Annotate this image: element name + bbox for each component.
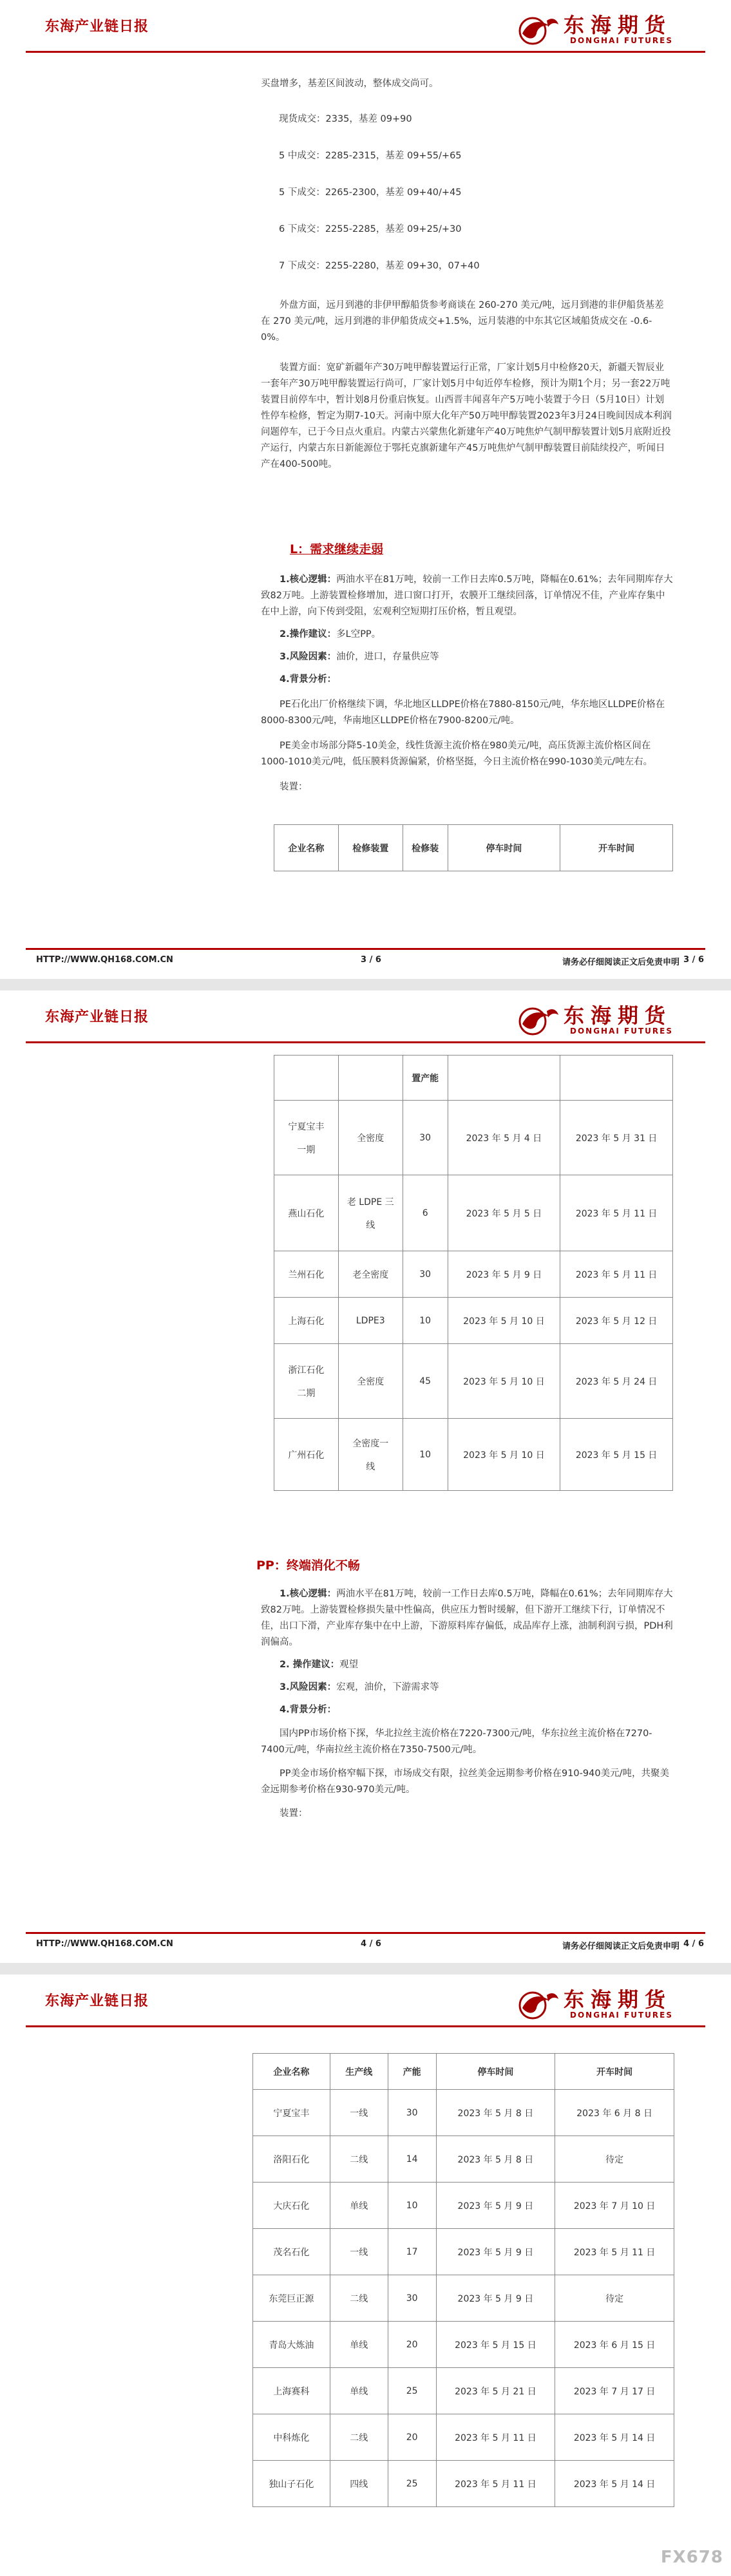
- table-cell: 2023 年 5 月 8 日: [436, 2090, 555, 2136]
- table-cell: 25: [388, 2368, 436, 2414]
- core-logic-text: 两油水平在81万吨，较前一工作日去库0.5万吨，降幅在0.61%；去年同期库存大致82万吨。上游装置检修损失量中性偏高，供应压力暂时缓解，但下游开工继续下行，订单情况不佳，出口下滑，产业库存集中在中上游，下游原料库存偏低，成品库存上涨，油制利润亏损，PDH利润偏高。: [261, 1589, 673, 1647]
- table-cell: 2023 年 5 月 11 日: [436, 2414, 555, 2461]
- table-cell: 25: [388, 2461, 436, 2507]
- table-cell: LDPE3: [338, 1298, 403, 1344]
- table-cell: 洛阳石化: [253, 2136, 330, 2183]
- report-page-4: [0, 990, 731, 1963]
- table-cell: 2023 年 7 月 10 日: [555, 2183, 674, 2229]
- table-cell: 待定: [555, 2136, 674, 2183]
- table-cell: 二线: [330, 2414, 388, 2461]
- table-cell: 30: [403, 1251, 448, 1298]
- core-logic-label: 1.核心逻辑：: [280, 574, 337, 585]
- l-section: [261, 572, 673, 795]
- table-header-cell: 停车时间: [436, 2054, 555, 2090]
- logo-english-name: DONGHAI FUTURES: [570, 1027, 673, 1036]
- table-header-cell: 检修装: [403, 825, 448, 871]
- table-cell: 2023 年 5 月 11 日: [436, 2461, 555, 2507]
- table-row: [274, 1344, 673, 1419]
- table-header-cell: 停车时间: [448, 825, 560, 871]
- page-header: [26, 998, 705, 1043]
- table-row: [253, 2322, 674, 2368]
- table-cell: 20: [388, 2322, 436, 2368]
- background-paragraph-1: PE石化出厂价格继续下调，华北地区LLDPE价格在7880-8150元/吨，华东地区LLDPE价格在8000-8300元/吨，华南地区LLDPE价格在7900-8200元/吨。: [261, 699, 665, 726]
- table-header-cell: 开车时间: [560, 825, 673, 871]
- table-cell: 兰州石化: [274, 1251, 339, 1298]
- footer-url[interactable]: HTTP://WWW.QH168.COM.CN: [36, 955, 173, 965]
- dragon-logo-icon: [518, 1002, 560, 1038]
- cell-text: 浙江石化: [288, 1365, 325, 1376]
- table-row: [253, 2461, 674, 2507]
- background-paragraph-2: PE美金市场部分降5-10美金，线性货源主流价格在980美元/吨，高压货源主流价格区间在1000-1010美元/吨，低压膜料货源偏紧，价格坚挺，今日主流价格在990-1030美元/吨左右。: [261, 741, 653, 767]
- trade-line: 5 中成交：2285-2315，基差 09+55/+65: [279, 151, 462, 161]
- table-row: [253, 2368, 674, 2414]
- table-cell: 2023 年 5 月 9 日: [436, 2229, 555, 2275]
- fx678-watermark: FX678: [660, 2548, 723, 2567]
- report-title: 东海产业链日报: [45, 19, 149, 35]
- table-cell: 二线: [330, 2136, 388, 2183]
- table-cell: 燕山石化: [274, 1175, 339, 1251]
- table-cell: 四线: [330, 2461, 388, 2507]
- donghai-logo: [518, 998, 699, 1041]
- footer-disclaimer: 请务必仔细阅读正文后免责申明: [562, 1942, 679, 1951]
- risk-text: 油价，进口，存量供应等: [336, 652, 439, 662]
- donghai-logo: [518, 1982, 699, 2025]
- table-cell: 30: [388, 2090, 436, 2136]
- table-row: [274, 1251, 673, 1298]
- table-cell: 2023 年 5 月 31 日: [560, 1101, 673, 1175]
- table-cell: 14: [388, 2136, 436, 2183]
- risk-label: 3.风险因素：: [280, 652, 337, 662]
- cell-text: 二期: [297, 1388, 316, 1399]
- table-cell: 上海石化: [274, 1298, 339, 1344]
- table-header-row: [274, 825, 673, 871]
- trade-line: 7 下成交：2255-2280，基差 09+30，07+40: [279, 261, 480, 271]
- table-header-cell: 检修装置: [338, 825, 403, 871]
- footer-page-number: 3 / 6: [361, 955, 381, 965]
- logo-chinese-name: 东海期货: [564, 13, 672, 37]
- table-cell: 2023 年 5 月 11 日: [560, 1251, 673, 1298]
- section-title-l: L：需求继续走弱: [290, 542, 384, 556]
- table-cell: 45: [403, 1344, 448, 1419]
- device-label: 装置：: [280, 1808, 308, 1819]
- table-cell: 10: [403, 1298, 448, 1344]
- cell-text: 老 LDPE 三: [347, 1197, 394, 1208]
- methanol-section: [261, 76, 673, 473]
- table-cell: 待定: [555, 2275, 674, 2322]
- table-cell: 20: [388, 2414, 436, 2461]
- donghai-logo: [518, 8, 699, 50]
- l-maintenance-table: [274, 1055, 673, 1491]
- devices-paragraph: 装置方面：宽矿新疆年产30万吨甲醇装置运行正常，厂家计划5月中检修20天，新疆天智辰业一套年产30万吨甲醇装置运行尚可，厂家计划5月中旬近停车检修，预计为期1个月；另一套22万吨装置目前停车中，暂计划8月份重启恢复。山西晋丰闻喜年产5万吨小装置于今日（5月10日）计划性停车检修，暂定为期7-10天。河南中原大化年产50万吨甲醇装置2023年3月24日晚间因成本利润问题停车，已于今日点火重启。内蒙古兴蒙焦化新建年产40万吨焦炉气制甲醇装置计划5月底附近投产运行，内蒙古东日新能源位于鄂托克旗新建年产45万吨焦炉气制甲醇装置目前陆续投产，听闻日产在400-500吨。: [261, 363, 672, 469]
- table-cell: 青岛大炼油: [253, 2322, 330, 2368]
- table-row: [274, 1175, 673, 1251]
- risk-text: 宏观，油价，下游需求等: [336, 1682, 439, 1692]
- footer-url[interactable]: HTTP://WWW.QH168.COM.CN: [36, 1939, 173, 1949]
- table-cell: 2023 年 5 月 24 日: [560, 1344, 673, 1419]
- table-cell: 2023 年 5 月 9 日: [436, 2183, 555, 2229]
- footer-disclaimer: [562, 955, 679, 967]
- table-cell: 2023 年 5 月 15 日: [436, 2322, 555, 2368]
- table-cell: 广州石化: [274, 1419, 339, 1491]
- background-paragraph-2: PP美金市场价格窄幅下探，市场成交有限，拉丝美金远期参考价格在910-940美元/吨，共聚美金远期参考价格在930-970美元/吨。: [261, 1768, 669, 1795]
- table-cell: 独山子石化: [253, 2461, 330, 2507]
- table-row: [253, 2414, 674, 2461]
- table-cell: 全密度: [338, 1344, 403, 1419]
- report-page-5: [0, 1975, 731, 2576]
- dragon-logo-icon: [518, 1986, 560, 2022]
- cell-text: 线: [366, 1461, 375, 1472]
- trade-line: 5 下成交：2265-2300，基差 09+40/+45: [279, 187, 462, 198]
- report-page-3: [0, 0, 731, 979]
- table-header-cell: 企业名称: [274, 825, 339, 871]
- table-cell: 2023 年 5 月 14 日: [555, 2414, 674, 2461]
- table-cell: 茂名石化: [253, 2229, 330, 2275]
- cell-text: 一期: [297, 1144, 316, 1155]
- table-row: [274, 1298, 673, 1344]
- table-cell: [274, 1344, 339, 1419]
- logo-english-name: DONGHAI FUTURES: [570, 36, 673, 45]
- table-cell: 2023 年 5 月 9 日: [448, 1251, 560, 1298]
- table-row: [274, 1101, 673, 1175]
- table-row: [253, 2090, 674, 2136]
- suggestion-label: 2. 操作建议：: [280, 1660, 340, 1670]
- risk-label: 3.风险因素：: [280, 1682, 337, 1692]
- footer-page-number: 4 / 6: [361, 1939, 381, 1949]
- pp-maintenance-table: [252, 2053, 674, 2507]
- table-cell: 2023 年 5 月 11 日: [560, 1175, 673, 1251]
- table-header-cell: 生产线: [330, 2054, 388, 2090]
- cell-text: 全密度一: [352, 1438, 389, 1449]
- logo-chinese-name: 东海期货: [564, 1987, 672, 2012]
- core-logic-label: 1.核心逻辑：: [280, 1589, 337, 1599]
- table-cell: 单线: [330, 2322, 388, 2368]
- cell-text: 线: [366, 1220, 375, 1231]
- table-cell: [274, 1101, 339, 1175]
- table-cell: 东莞巨正源: [253, 2275, 330, 2322]
- table-cell: 2023 年 5 月 15 日: [560, 1419, 673, 1491]
- trade-line: 现货成交：2335，基差 09+90: [279, 114, 412, 124]
- l-maintenance-table-head: [274, 824, 673, 871]
- table-header-cell: 开车时间: [555, 2054, 674, 2090]
- logo-english-name: DONGHAI FUTURES: [570, 2011, 673, 2020]
- footer-page-number-right: 3 / 6: [683, 955, 704, 965]
- table-cell: 2023 年 5 月 10 日: [448, 1419, 560, 1491]
- table-cell: 2023 年 5 月 9 日: [436, 2275, 555, 2322]
- logo-chinese-name: 东海期货: [564, 1003, 672, 1028]
- table-cell: 中科炼化: [253, 2414, 330, 2461]
- suggestion-text: 观望: [339, 1660, 359, 1670]
- suggestion-text: 多L空PP。: [336, 629, 381, 639]
- table-cell: 老全密度: [338, 1251, 403, 1298]
- table-cell: 2023 年 5 月 10 日: [448, 1344, 560, 1419]
- table-cell: 10: [388, 2183, 436, 2229]
- suggestion-label: 2.操作建议：: [280, 629, 337, 639]
- page-footer: [26, 948, 705, 967]
- core-logic-text: 两油水平在81万吨，较前一工作日去库0.5万吨，降幅在0.61%；去年同期库存大致82万吨。上游装置检修增加，进口窗口打开，农膜开工继续回落，订单情况不佳，产业库存集中在中上游，向下传到受阻，宏观利空短期打压价格，暂且观望。: [261, 574, 673, 617]
- table-cell: 2023 年 5 月 14 日: [555, 2461, 674, 2507]
- table-cell: 2023 年 5 月 4 日: [448, 1101, 560, 1175]
- table-cell: 二线: [330, 2275, 388, 2322]
- table-cell: 2023 年 6 月 15 日: [555, 2322, 674, 2368]
- device-label: 装置：: [280, 782, 308, 792]
- table-cell: 一线: [330, 2229, 388, 2275]
- page-header: [26, 8, 705, 53]
- footer-page-number-right: 4 / 6: [683, 1939, 704, 1949]
- table-cell: [338, 1175, 403, 1251]
- table-cell: 上海赛科: [253, 2368, 330, 2414]
- table-cell: 2023 年 5 月 8 日: [436, 2136, 555, 2183]
- background-paragraph-1: 国内PP市场价格下探，华北拉丝主流价格在7220-7300元/吨，华东拉丝主流价格在7270-7400元/吨，华南拉丝主流价格在7350-7500元/吨。: [261, 1728, 652, 1755]
- disclaimer-text: 请务必仔细阅读正文后免责申明: [562, 958, 679, 967]
- table-row: [274, 1419, 673, 1491]
- table-cell: [338, 1419, 403, 1491]
- table-header-cell: 产能: [388, 2054, 436, 2090]
- table-cell: 2023 年 5 月 12 日: [560, 1298, 673, 1344]
- table-cell: 一线: [330, 2090, 388, 2136]
- table-cell: 2023 年 6 月 8 日: [555, 2090, 674, 2136]
- background-label: 4.背景分析：: [280, 674, 337, 685]
- table-row: [253, 2275, 674, 2322]
- table-cell: 2023 年 5 月 21 日: [436, 2368, 555, 2414]
- table-cell: 单线: [330, 2183, 388, 2229]
- report-title: 东海产业链日报: [45, 1993, 149, 2009]
- table-cell: 2023 年 5 月 11 日: [555, 2229, 674, 2275]
- pp-section: [261, 1586, 673, 1822]
- page-header: [26, 1982, 705, 2027]
- table-cell: 单线: [330, 2368, 388, 2414]
- table-cell: 2023 年 5 月 10 日: [448, 1298, 560, 1344]
- report-title: 东海产业链日报: [45, 1009, 149, 1025]
- table-row: [253, 2136, 674, 2183]
- table-cell: 6: [403, 1175, 448, 1251]
- table-cell: 全密度: [338, 1101, 403, 1175]
- section-title-pp: PP：终端消化不畅: [256, 1558, 360, 1573]
- table-row: [274, 1056, 673, 1101]
- table-row: [253, 2183, 674, 2229]
- cell-text: 宁夏宝丰: [288, 1121, 325, 1132]
- table-header-cell: 置产能: [403, 1056, 448, 1101]
- page-footer: [26, 1932, 705, 1951]
- background-label: 4.背景分析：: [280, 1705, 337, 1715]
- trade-line: 6 下成交：2255-2285，基差 09+25/+30: [279, 224, 462, 234]
- outer-market-paragraph: 外盘方面，远月到港的非伊甲醇船货参考商谈在 260-270 美元/吨，远月到港的非伊船货基差在 270 美元/吨，远月到港的非伊船货成交+1.5%，远月装港的中东其它区域船货成交在 -0.6-0%。: [261, 300, 664, 343]
- table-row: [253, 2229, 674, 2275]
- table-cell: 宁夏宝丰: [253, 2090, 330, 2136]
- table-cell: 30: [403, 1101, 448, 1175]
- table-cell: 2023 年 7 月 17 日: [555, 2368, 674, 2414]
- market-intro: 买盘增多，基差区间波动，整体成交尚可。: [261, 79, 439, 89]
- table-cell: 10: [403, 1419, 448, 1491]
- table-cell: 2023 年 5 月 5 日: [448, 1175, 560, 1251]
- table-cell: 17: [388, 2229, 436, 2275]
- dragon-logo-icon: [518, 12, 560, 48]
- table-cell: 大庆石化: [253, 2183, 330, 2229]
- table-header-row: [253, 2054, 674, 2090]
- table-header-cell: 企业名称: [253, 2054, 330, 2090]
- table-cell: 30: [388, 2275, 436, 2322]
